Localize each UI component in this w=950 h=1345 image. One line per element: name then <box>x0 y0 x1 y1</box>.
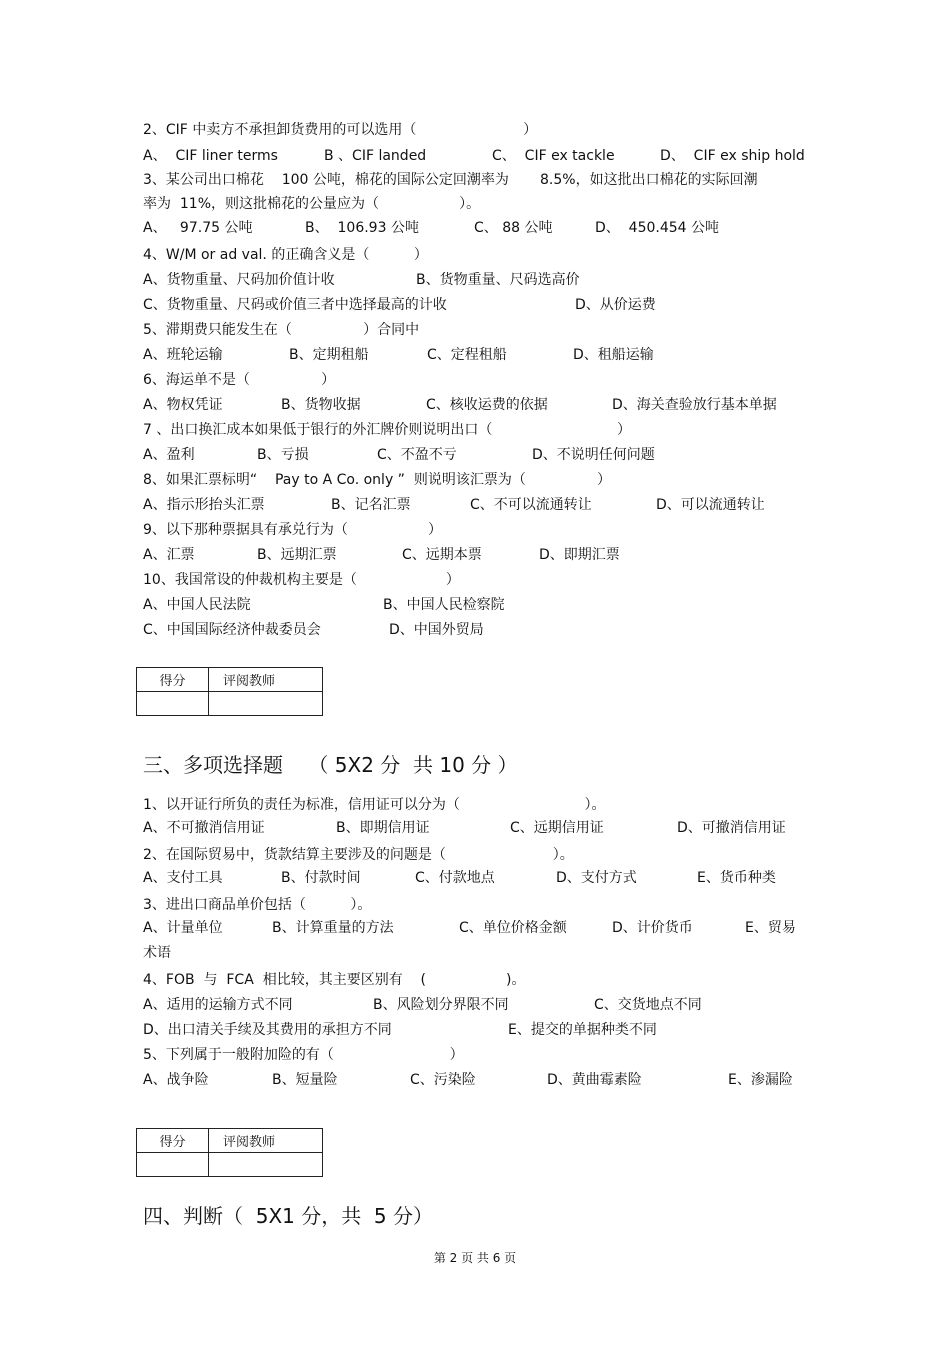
mc-option-2e: E、货币种类 <box>697 870 776 886</box>
option-9a: A、汇票 <box>143 547 195 563</box>
mc-option-3d: D、计价货币 <box>612 920 693 936</box>
option-3d: D、 450.454 公吨 <box>595 220 720 236</box>
option-4b: B、货物重量、尺码选高价 <box>416 272 580 288</box>
mc-option-2c: C、付款地点 <box>415 870 495 886</box>
score-header: 得分 <box>137 1129 209 1153</box>
option-8d: D、可以流通转让 <box>656 497 765 513</box>
mc-option-3e-cont: 术语 <box>143 945 171 961</box>
option-3b: B、 106.93 公吨 <box>305 220 419 236</box>
score-header: 得分 <box>137 668 209 692</box>
option-5b: B、定期租船 <box>289 347 369 363</box>
option-4a: A、货物重量、尺码加价值计收 <box>143 272 335 288</box>
question-10: 10、我国常设的仲裁机构主要是（ ） <box>143 572 460 588</box>
option-10a: A、中国人民法院 <box>143 597 251 613</box>
mc-option-3a: A、计量单位 <box>143 920 223 936</box>
grader-cell <box>209 692 323 716</box>
mc-option-5a: A、战争险 <box>143 1072 209 1088</box>
mc-option-5c: C、污染险 <box>410 1072 476 1088</box>
option-2b: B 、CIF landed <box>324 148 427 164</box>
option-6c: C、核收运费的依据 <box>426 397 548 413</box>
question-3-cont: 率为 11%，则这批棉花的公量应为（ ）。 <box>143 196 481 212</box>
option-6a: A、物权凭证 <box>143 397 223 413</box>
option-5d: D、租船运输 <box>573 347 654 363</box>
mc-option-2d: D、支付方式 <box>556 870 637 886</box>
question-9: 9、以下那种票据具有承兑行为（ ） <box>143 522 443 538</box>
page-footer: 第 2 页 共 6 页 <box>433 1251 517 1265</box>
mc-option-2a: A、支付工具 <box>143 870 223 886</box>
question-2: 2、CIF 中卖方不承担卸货费用的可以选用（ ） <box>143 122 538 138</box>
question-4: 4、W/M or ad val. 的正确含义是（ ） <box>143 247 428 263</box>
question-5: 5、滞期费只能发生在（ ）合同中 <box>143 322 420 338</box>
score-table <box>136 1128 323 1177</box>
score-cell <box>137 1153 209 1177</box>
option-4c: C、货物重量、尺码或价值三者中选择最高的计收 <box>143 297 447 313</box>
mc-option-2b: B、付款时间 <box>281 870 361 886</box>
option-7a: A、盈利 <box>143 447 195 463</box>
option-10c: C、中国国际经济仲裁委员会 <box>143 622 321 638</box>
mc-question-1: 1、以开证行所负的责任为标准，信用证可以分为（ ）。 <box>143 797 606 813</box>
mc-question-5: 5、下列属于一般附加险的有（ ） <box>143 1047 464 1063</box>
question-3: 3、某公司出口棉花 100 公吨，棉花的国际公定回潮率为 8.5%，如这批出口棉花的实际回潮 <box>143 172 758 188</box>
option-2c: C、 CIF ex tackle <box>492 148 615 164</box>
mc-option-3c: C、单位价格金额 <box>459 920 567 936</box>
mc-option-3b: B、计算重量的方法 <box>272 920 394 936</box>
option-10b: B、中国人民检察院 <box>383 597 505 613</box>
grader-header: 评阅教师 <box>209 1129 323 1153</box>
score-table <box>136 667 323 716</box>
section-4-title: 四、判断（ 5X1 分，共 5 分） <box>143 1204 434 1228</box>
option-9d: D、即期汇票 <box>539 547 620 563</box>
mc-option-1b: B、即期信用证 <box>336 820 430 836</box>
option-2d: D、 CIF ex ship hold <box>660 148 805 164</box>
mc-option-1a: A、不可撤消信用证 <box>143 820 265 836</box>
question-6: 6、海运单不是（ ） <box>143 372 336 388</box>
option-7c: C、不盈不亏 <box>377 447 457 463</box>
option-7d: D、不说明任何问题 <box>532 447 655 463</box>
mc-option-3e: E、贸易 <box>745 920 796 936</box>
mc-option-5b: B、短量险 <box>272 1072 338 1088</box>
option-6d: D、海关查验放行基本单据 <box>612 397 777 413</box>
question-8: 8、如果汇票标明“ Pay to A Co. only ” 则说明该汇票为（ ） <box>143 472 612 488</box>
section-3-title: 三、多项选择题 （ 5X2 分 共 10 分 ） <box>143 753 518 777</box>
option-5a: A、班轮运输 <box>143 347 223 363</box>
grader-header: 评阅教师 <box>209 668 323 692</box>
mc-option-5e: E、渗漏险 <box>728 1072 793 1088</box>
mc-question-2: 2、在国际贸易中，货款结算主要涉及的问题是（ ）。 <box>143 847 574 863</box>
option-8b: B、记名汇票 <box>331 497 411 513</box>
mc-question-4: 4、FOB 与 FCA 相比较，其主要区别有 ( )。 <box>143 972 526 988</box>
option-9c: C、远期本票 <box>402 547 482 563</box>
mc-question-3: 3、进出口商品单价包括（ ）。 <box>143 897 372 913</box>
option-5c: C、定程租船 <box>427 347 507 363</box>
mc-option-4e: E、提交的单据种类不同 <box>508 1022 657 1038</box>
mc-option-5d: D、黄曲霉素险 <box>547 1072 642 1088</box>
option-4d: D、从价运费 <box>575 297 656 313</box>
mc-option-4c: C、交货地点不同 <box>594 997 702 1013</box>
mc-option-1d: D、可撤消信用证 <box>677 820 786 836</box>
option-9b: B、远期汇票 <box>257 547 337 563</box>
option-8c: C、不可以流通转让 <box>470 497 592 513</box>
option-7b: B、亏损 <box>257 447 309 463</box>
mc-option-4d: D、出口清关手续及其费用的承担方不同 <box>143 1022 392 1038</box>
score-cell <box>137 692 209 716</box>
mc-option-4b: B、风险划分界限不同 <box>373 997 509 1013</box>
option-3c: C、 88 公吨 <box>474 220 553 236</box>
mc-option-4a: A、适用的运输方式不同 <box>143 997 293 1013</box>
mc-option-1c: C、远期信用证 <box>510 820 604 836</box>
option-3a: A、 97.75 公吨 <box>143 220 253 236</box>
option-2a: A、 CIF liner terms <box>143 148 278 164</box>
option-6b: B、货物收据 <box>281 397 361 413</box>
question-7: 7 、出口换汇成本如果低于银行的外汇牌价则说明出口（ ） <box>143 422 631 438</box>
option-10d: D、中国外贸局 <box>389 622 484 638</box>
option-8a: A、指示形抬头汇票 <box>143 497 265 513</box>
grader-cell <box>209 1153 323 1177</box>
